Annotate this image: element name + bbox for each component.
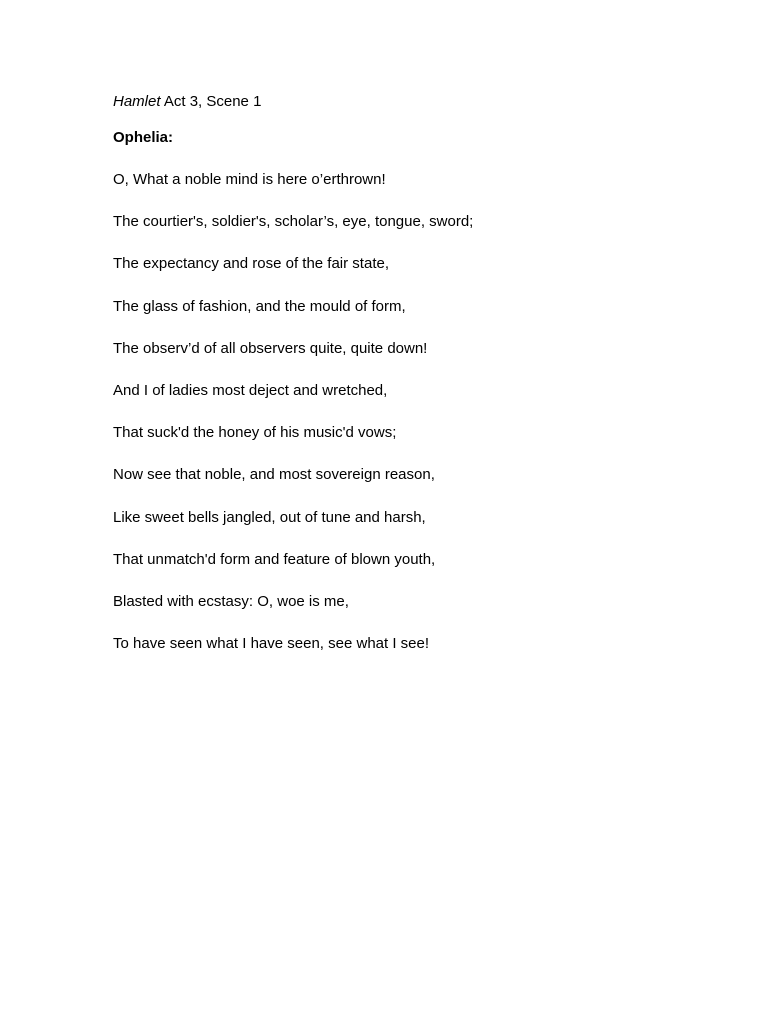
verse-line: That unmatch'd form and feature of blown youth, [113,550,436,568]
verse-line: To have seen what I have seen, see what I see! [113,635,430,653]
speaker-name: Ophelia: [113,129,174,146]
verse-line: The glass of fashion, and the mould of form, [113,297,406,315]
verse-line: The expectancy and rose of the fair state, [113,255,389,273]
document-title [113,93,261,111]
scene-reference: Act 3, Scene 1 [160,93,262,110]
verse-line: And I of ladies most deject and wretched, [113,381,388,399]
verse-line: The courtier's, soldier's, scholar’s, eye, tongue, sword; [113,213,474,231]
verse-line: Now see that noble, and most sovereign reason, [113,466,435,484]
verse-line: O, What a noble mind is here o’erthrown! [113,171,386,188]
verse-line: Like sweet bells jangled, out of tune and harsh, [113,508,426,526]
verse-lines [113,171,473,677]
verse-line: That suck'd the honey of his music'd vows; [113,424,397,442]
play-title: Hamlet [113,93,161,110]
verse-line: The observ’d of all observers quite, quite down! [113,339,428,357]
verse-line: Blasted with ecstasy: O, woe is me, [113,592,349,610]
